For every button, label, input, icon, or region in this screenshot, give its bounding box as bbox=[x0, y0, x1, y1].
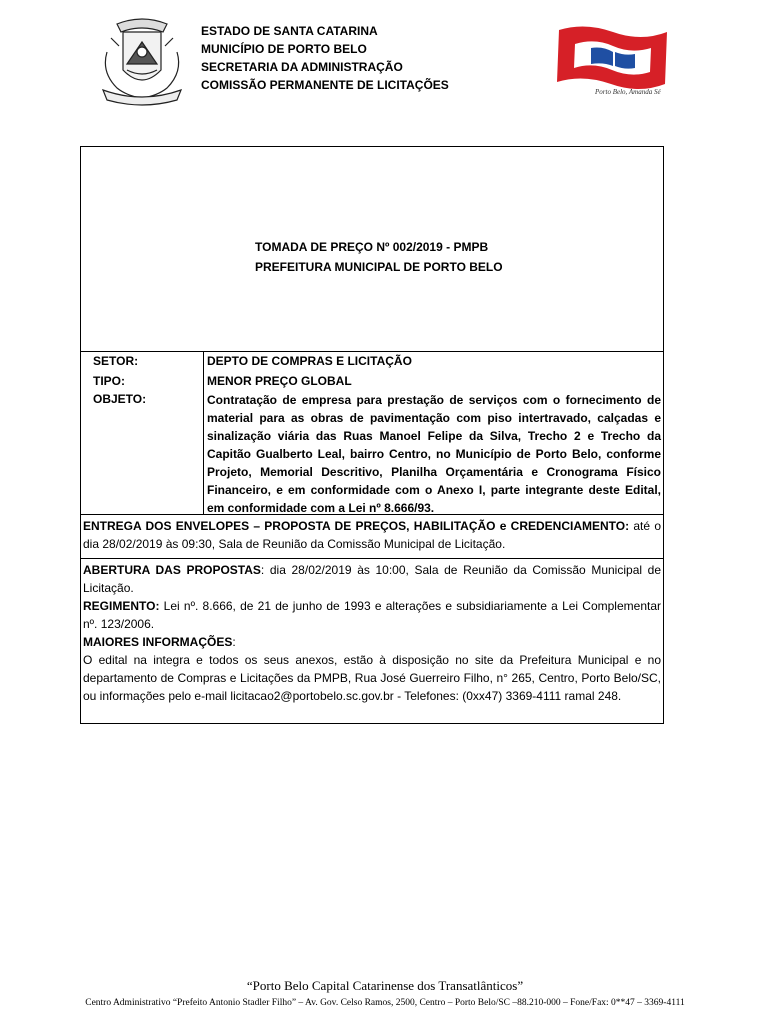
header-block bbox=[201, 22, 449, 94]
tipo-value: MENOR PREÇO GLOBAL bbox=[207, 374, 352, 388]
table-top-rule bbox=[80, 351, 664, 352]
abertura-text: : dia 28/02/2019 às 10:00, Sala de Reunião da Comissão Municipal de Licitação. bbox=[83, 563, 661, 595]
entrega-bottom-rule bbox=[80, 558, 664, 559]
document-title bbox=[255, 237, 503, 277]
table-column-divider bbox=[203, 351, 204, 514]
entrega-text: até o dia 28/02/2019 às 09:30, Sala de Reunião da Comissão Municipal de Licitação. bbox=[83, 519, 661, 551]
info-block bbox=[83, 633, 661, 705]
footer-slogan: “Porto Belo Capital Catarinense dos Transatlânticos” bbox=[246, 978, 524, 993]
flag-signature: Porto Belo, Amanda Sé bbox=[595, 88, 661, 96]
abertura-block bbox=[83, 561, 661, 597]
regimento-label: REGIMENTO: bbox=[83, 599, 160, 613]
setor-label: SETOR: bbox=[93, 354, 139, 368]
info-colon: : bbox=[232, 635, 236, 649]
footer-address: Centro Administrativo “Prefeito Antonio Stadler Filho” – Av. Gov. Celso Ramos, 2500, Centro – Porto Belo/SC –88.210-000 – Fone/Fax: 0**47 – 3369-4111 bbox=[85, 998, 685, 1008]
header-municipality: MUNICÍPIO DE PORTO BELO bbox=[201, 42, 367, 56]
info-text: O edital na integra e todos os seus anexos, estão à disposição no site da Prefeitura Municipal e no departamento de Compras e Licitações da PMPB, Rua José Guerreiro Filho, n° 265, Centro, Porto Belo/SC, ou informações pelo e-mail licitacao2@portobelo.sc.gov.br - Telefones: (0xx47) 3369-4111 ramal 248. bbox=[83, 653, 661, 703]
coat-of-arms-icon bbox=[97, 12, 187, 108]
setor-value: DEPTO DE COMPRAS E LICITAÇÃO bbox=[207, 354, 412, 368]
entrega-label: ENTREGA DOS ENVELOPES – PROPOSTA DE PREÇOS, HABILITAÇÃO e CREDENCIAMENTO: bbox=[83, 519, 630, 533]
porto-belo-flag-icon bbox=[555, 22, 670, 97]
tipo-label: TIPO: bbox=[93, 374, 125, 388]
title-line1: TOMADA DE PREÇO Nº 002/2019 - PMPB bbox=[255, 240, 489, 254]
abertura-label: ABERTURA DAS PROPOSTAS bbox=[83, 563, 261, 577]
title-line2: PREFEITURA MUNICIPAL DE PORTO BELO bbox=[255, 260, 503, 274]
header-secretariat: SECRETARIA DA ADMINISTRAÇÃO bbox=[201, 60, 403, 74]
info-label: MAIORES INFORMAÇÕES bbox=[83, 635, 233, 649]
header-commission: COMISSÃO PERMANENTE DE LICITAÇÕES bbox=[201, 78, 449, 92]
regimento-block bbox=[83, 597, 661, 633]
objeto-value: Contratação de empresa para prestação de serviços com o fornecimento de material para as obras de pavimentação com piso intertravado, calçadas e sinalização viária das Ruas Manoel Felipe da Silva, Trecho 2 e Trecho da Capitão Gualberto Leal, bairro Centro, no Município de Porto Belo, conforme Projeto, Memorial Descritivo, Planilha Orçamentária e Cronograma Físico Financeiro, e em conformidade com o Anexo I, parte integrante deste Edital, em conformidade com a Lei nº 8.666/93. bbox=[207, 393, 661, 515]
entrega-block bbox=[83, 517, 661, 553]
regimento-text: Lei nº. 8.666, de 21 de junho de 1993 e alterações e subsidiariamente a Lei Complementar nº. 123/2006. bbox=[83, 599, 661, 631]
objeto-label: OBJETO: bbox=[93, 392, 147, 406]
header-state: ESTADO DE SANTA CATARINA bbox=[201, 24, 378, 38]
